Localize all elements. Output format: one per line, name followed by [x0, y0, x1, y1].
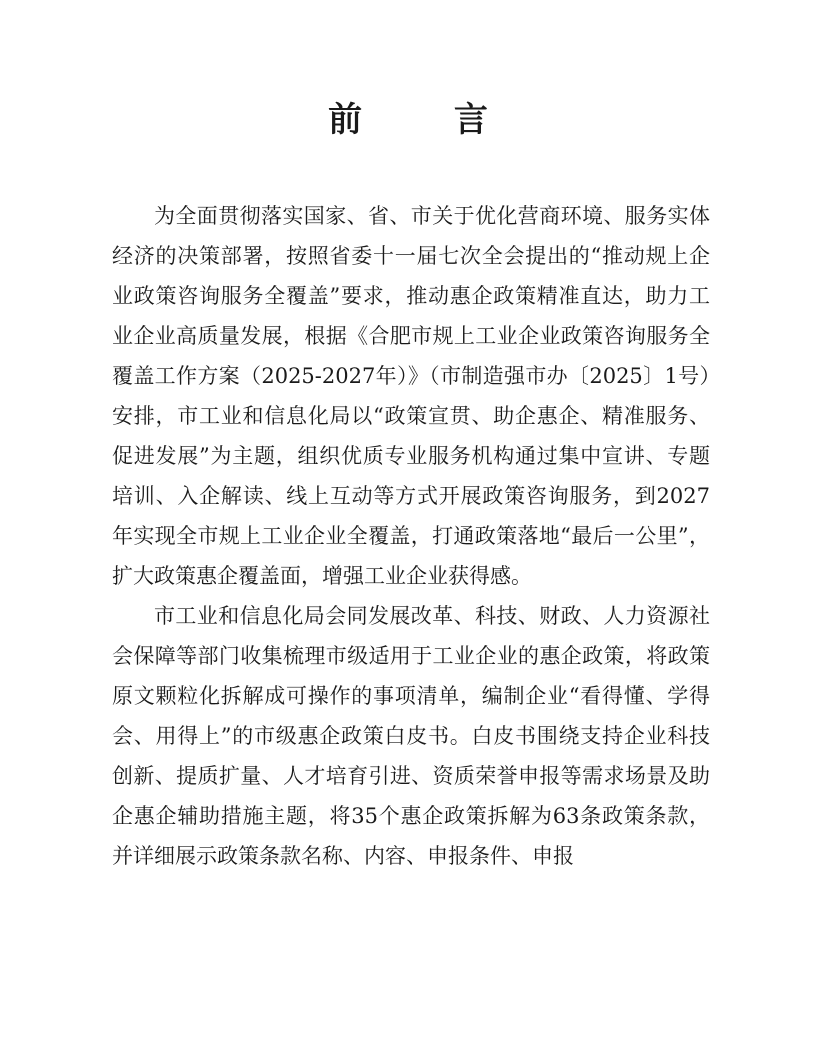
document-body: [112, 196, 710, 876]
page-title: 前 言: [328, 100, 528, 140]
paragraph-1: 为全面贯彻落实国家、省、市关于优化营商环境、服务实体经济的决策部署，按照省委十一届七次全会提出的“推动规上企业政策咨询服务全覆盖”要求，推动惠企政策精准直达，助力工业企业高质量发展，根据《合肥市规上工业企业政策咨询服务全覆盖工作方案（2025-2027年）》（市制造强市办〔2025〕1号）安排，市工业和信息化局以“政策宣贯、助企惠企、精准服务、促进发展”为主题，组织优质专业服务机构通过集中宣讲、专题培训、入企解读、线上互动等方式开展政策咨询服务，到2027年实现全市规上工业企业全覆盖，打通政策落地“最后一公里”，扩大政策惠企覆盖面，增强工业企业获得感。: [112, 204, 710, 588]
paragraph-2: 市工业和信息化局会同发展改革、科技、财政、人力资源社会保障等部门收集梳理市级适用于工业企业的惠企政策，将政策原文颗粒化拆解成可操作的事项清单，编制企业“看得懂、学得会、用得上”的市级惠企政策白皮书。白皮书围绕支持企业科技创新、提质扩量、人才培育引进、资质荣誉申报等需求场景及助企惠企辅助措施主题，将35个惠企政策拆解为63条政策条款，并详细展示政策条款名称、内容、申报条件、申报: [112, 604, 710, 868]
